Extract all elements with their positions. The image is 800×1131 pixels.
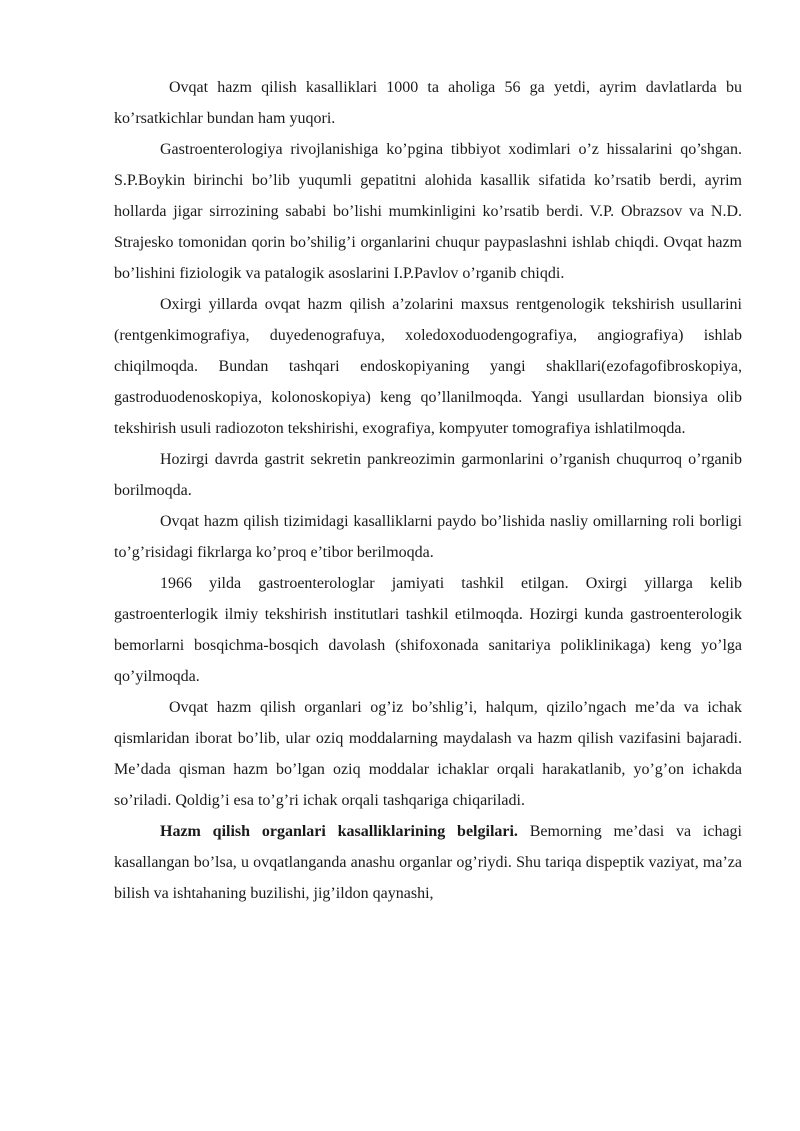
paragraph-3: Oxirgi yillarda ovqat hazm qilish a’zolarini maxsus rentgenologik tekshirish usullarini (rentgenkimografiya, duyedenografuya, xoledoxoduodengografiya, angiografiya) ishlab chiqilmoqda. Bundan tashqari endoskopiyaning yangi shakllari(ezofagofibroskopiya, gastroduodenoskopiya, kolonoskopiya) keng qo’llanilmoqda. Yangi usullardan bionsiya olib tekshirish usuli radiozoton tekshirishi, exografiya, kompyuter tomografiya ishlatilmoqda. — [114, 296, 742, 437]
document-body — [114, 72, 742, 909]
paragraph-2: Gastroenterologiya rivojlanishiga ko’pgina tibbiyot xodimlari o’z hissalarini qo’shgan. S.P.Boykin birinchi bo’lib yuqumli gepatitni alohida kasallik sifatida ko’rsatib berdi, ayrim hollarda jigar sirrozining sababi bo’lishi mumkinligini ko’rsatib berdi. V.P. Obrazsov va N.D. Strajesko tomonidan qorin bo’shilig’i organlarini chuqur paypaslashni ishlab chiqdi. Ovqat hazm bo’lishini fiziologik va patalogik asoslarini I.P.Pavlov o’rganib chiqdi. — [114, 141, 742, 282]
paragraph-1: Ovqat hazm qilish kasalliklari 1000 ta aholiga 56 ga yetdi, ayrim davlatlarda bu ko’rsatkichlar bundan ham yuqori. — [114, 79, 742, 127]
paragraph-8 — [114, 816, 742, 909]
paragraph-5: Ovqat hazm qilish tizimidagi kasalliklarni paydo bo’lishida nasliy omillarning roli borligi to’g’risidagi fikrlarga ko’proq e’tibor berilmoqda. — [114, 513, 742, 561]
paragraph-6: 1966 yilda gastroenterologlar jamiyati tashkil etilgan. Oxirgi yillarga kelib gastroenterlogik ilmiy tekshirish institutlari tashkil etilmoqda. Hozirgi kunda gastroenterologik bemorlarni bosqichma-bosqich davolash (shifoxonada sanitariya poliklinikaga) keng yo’lga qo’yilmoqda. — [114, 575, 742, 685]
paragraph-8-text: Bemorning me’dasi va ichagi kasallangan bo’lsa, u ovqatlanganda anashu organlar og’riydi. Shu tariqa dispeptik vaziyat, ma’za bilish va ishtahaning buzilishi, jig’ildon qaynashi, — [114, 823, 742, 902]
section-heading: Hazm qilish organlari kasalliklarining belgilari. — [160, 823, 518, 840]
paragraph-7: Ovqat hazm qilish organlari og’iz bo’shlig’i, halqum, qizilo’ngach me’da va ichak qismlaridan iborat bo’lib, ular oziq moddalarning maydalash va hazm qilish vazifasini bajaradi. Me’dada qisman hazm bo’lgan oziq moddalar ichaklar orqali harakatlanib, yo’g’on ichakda so’riladi. Qoldig’i esa to’g’ri ichak orqali tashqariga chiqariladi. — [114, 699, 742, 809]
paragraph-4: Hozirgi davrda gastrit sekretin pankreozimin garmonlarini o’rganish chuqurroq o’rganib borilmoqda. — [114, 451, 742, 499]
